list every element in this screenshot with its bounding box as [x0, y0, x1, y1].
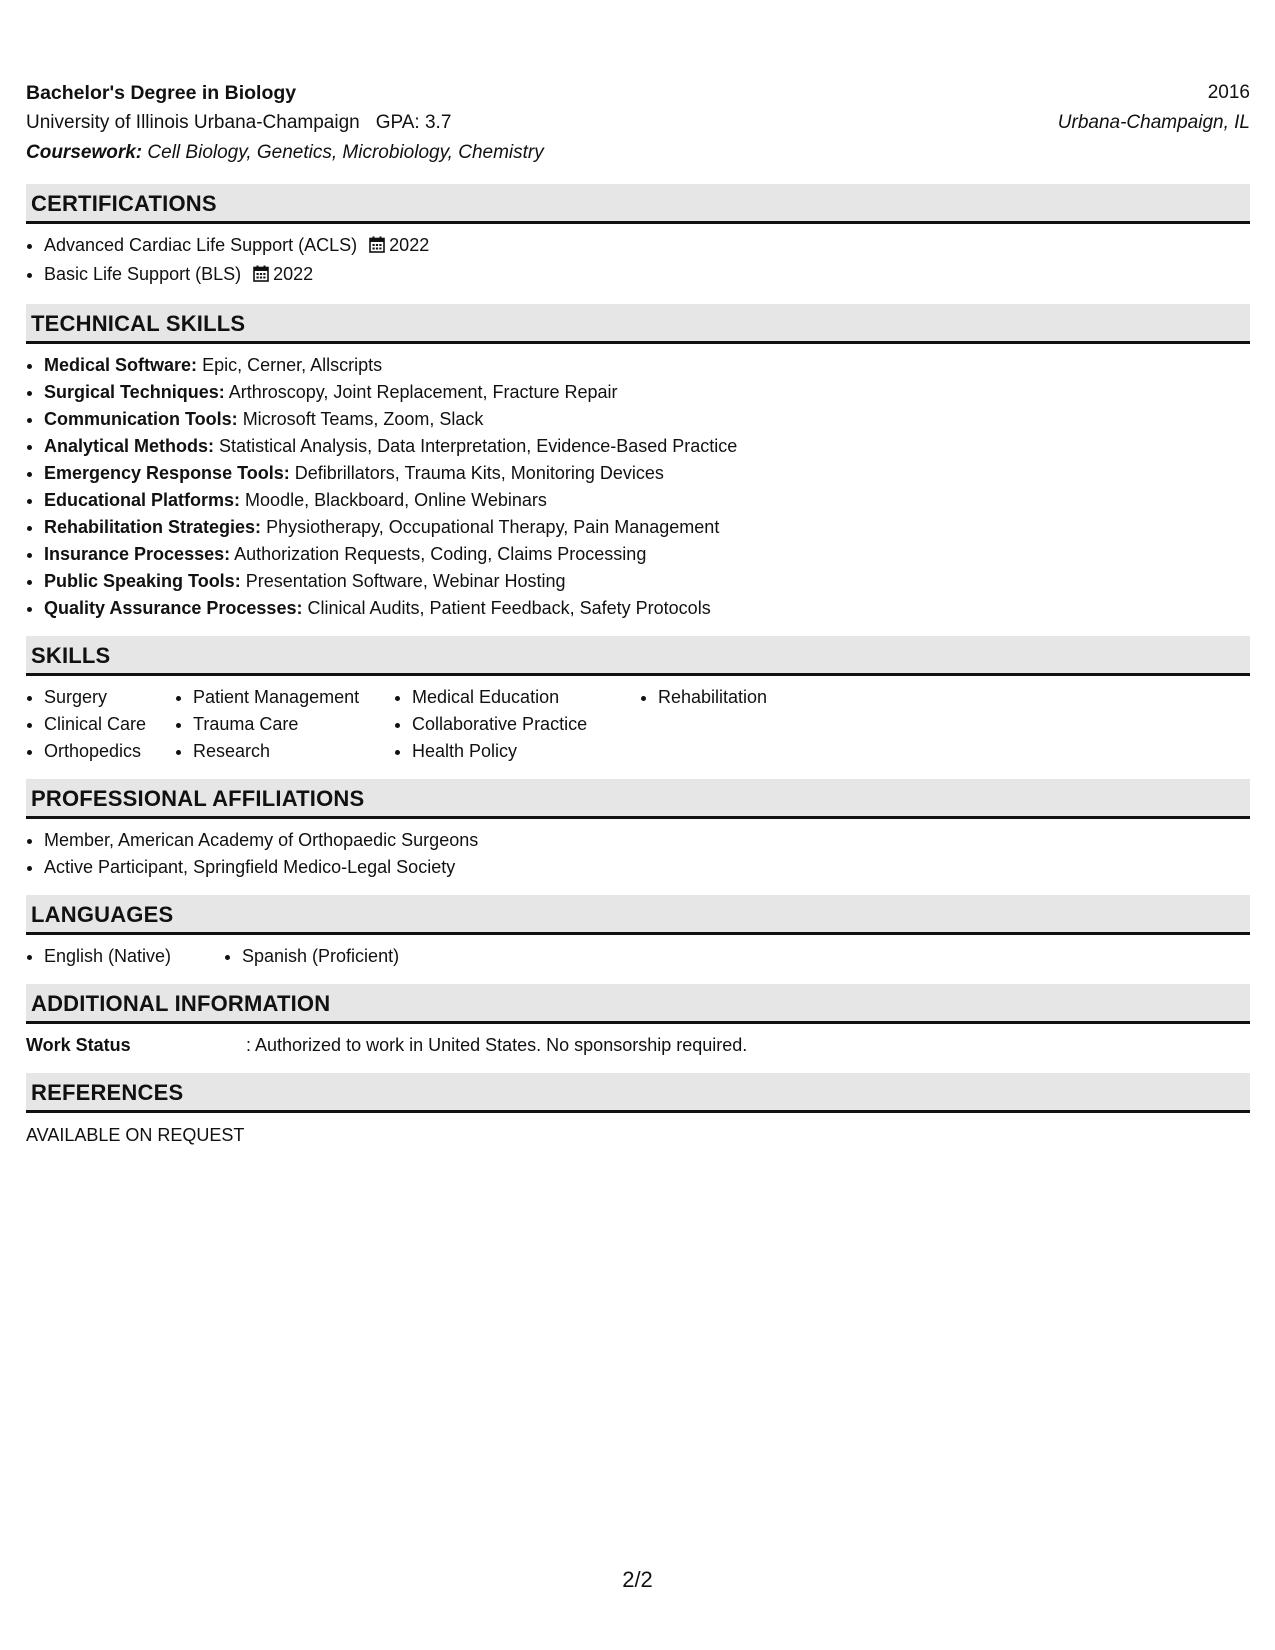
affiliations-list	[26, 827, 1250, 881]
skill-values: Presentation Software, Webinar Hosting	[245, 571, 566, 591]
list-item: • Collaborative Practice	[412, 711, 640, 738]
skill-values: Epic, Cerner, Allscripts	[202, 355, 383, 375]
section-title-skills: SKILLS	[26, 636, 1250, 676]
skill-category: Quality Assurance Processes:	[44, 598, 303, 618]
gpa: GPA: 3.7	[375, 112, 452, 133]
list-item: • Medical Education	[412, 684, 640, 711]
section-title-technical-skills: TECHNICAL SKILLS	[26, 304, 1250, 344]
section-title-languages: LANGUAGES	[26, 895, 1250, 935]
list-item: • Research	[193, 738, 394, 765]
skills-column	[640, 684, 767, 765]
list-item	[44, 406, 1250, 433]
skill-category: Medical Software:	[44, 355, 198, 375]
calendar-icon	[253, 263, 269, 290]
list-item	[44, 352, 1250, 379]
list-item: • Trauma Care	[193, 711, 394, 738]
certification-year: 2022	[389, 235, 430, 255]
skill-values: Microsoft Teams, Zoom, Slack	[242, 409, 484, 429]
list-item: • Patient Management	[193, 684, 394, 711]
skill-values: Arthroscopy, Joint Replacement, Fracture Repair	[228, 382, 618, 402]
languages-column	[224, 943, 399, 970]
skill-category: Surgical Techniques:	[44, 382, 225, 402]
list-item: • Rehabilitation	[658, 684, 767, 711]
skill-category: Rehabilitation Strategies:	[44, 517, 262, 537]
skill-category: Emergency Response Tools:	[44, 463, 290, 483]
section-title-references: REFERENCES	[26, 1073, 1250, 1113]
skill-category: Public Speaking Tools:	[44, 571, 241, 591]
list-item: • Active Participant, Springfield Medico-Legal Society	[44, 854, 1250, 881]
education-year: 2016	[1207, 82, 1250, 103]
coursework-list: Cell Biology, Genetics, Microbiology, Chemistry	[147, 142, 544, 163]
list-item: • Spanish (Proficient)	[242, 943, 399, 970]
education-entry	[26, 78, 1250, 168]
section-title-certifications: CERTIFICATIONS	[26, 184, 1250, 224]
skill-values: Physiotherapy, Occupational Therapy, Pain Management	[266, 517, 720, 537]
list-item	[44, 379, 1250, 406]
skills-column	[26, 684, 175, 765]
technical-skills-list	[26, 352, 1250, 622]
skill-category: Communication Tools:	[44, 409, 238, 429]
list-item: • English (Native)	[44, 943, 224, 970]
list-item	[44, 232, 1250, 261]
school-name: University of Illinois Urbana-Champaign	[26, 112, 360, 133]
work-status-label: Work Status	[26, 1035, 131, 1055]
certification-year: 2022	[273, 264, 314, 284]
skills-column	[394, 684, 640, 765]
skills-grid	[26, 684, 1250, 765]
list-item	[44, 487, 1250, 514]
skill-category: Insurance Processes:	[44, 544, 231, 564]
skill-values: Statistical Analysis, Data Interpretation, Evidence-Based Practice	[219, 436, 738, 456]
skill-values: Clinical Audits, Patient Feedback, Safety Protocols	[307, 598, 711, 618]
section-title-affiliations: PROFESSIONAL AFFILIATIONS	[26, 779, 1250, 819]
list-item	[44, 460, 1250, 487]
work-status-value: : Authorized to work in United States. No sponsorship required.	[246, 1035, 748, 1055]
certification-name: Basic Life Support (BLS)	[44, 264, 242, 284]
list-item	[44, 433, 1250, 460]
list-item	[44, 595, 1250, 622]
skill-values: Authorization Requests, Coding, Claims Processing	[234, 544, 647, 564]
list-item	[44, 568, 1250, 595]
work-status-row	[26, 1032, 1250, 1059]
page-number: 2/2	[622, 1567, 653, 1592]
degree-title: Bachelor's Degree in Biology	[26, 82, 297, 104]
skill-values: Moodle, Blackboard, Online Webinars	[245, 490, 547, 510]
skill-values: Defibrillators, Trauma Kits, Monitoring Devices	[294, 463, 664, 483]
list-item	[44, 541, 1250, 568]
certification-name: Advanced Cardiac Life Support (ACLS)	[44, 235, 358, 255]
skills-column	[175, 684, 394, 765]
languages-column	[26, 943, 224, 970]
references-text: AVAILABLE ON REQUEST	[26, 1125, 245, 1145]
resume-page	[26, 0, 1250, 1149]
list-item	[44, 514, 1250, 541]
list-item: • Orthopedics	[44, 738, 175, 765]
list-item: • Member, American Academy of Orthopaedic Surgeons	[44, 827, 1250, 854]
list-item: • Health Policy	[412, 738, 640, 765]
languages-list	[26, 943, 1250, 970]
calendar-icon	[369, 234, 385, 261]
skill-category: Educational Platforms:	[44, 490, 241, 510]
list-item: • Surgery	[44, 684, 175, 711]
skill-category: Analytical Methods:	[44, 436, 215, 456]
section-title-additional-information: ADDITIONAL INFORMATION	[26, 984, 1250, 1024]
coursework-label: Coursework:	[26, 142, 143, 163]
education-location: Urbana-Champaign, IL	[1057, 112, 1250, 133]
list-item: • Clinical Care	[44, 711, 175, 738]
certifications-list	[26, 232, 1250, 290]
list-item	[44, 261, 1250, 290]
